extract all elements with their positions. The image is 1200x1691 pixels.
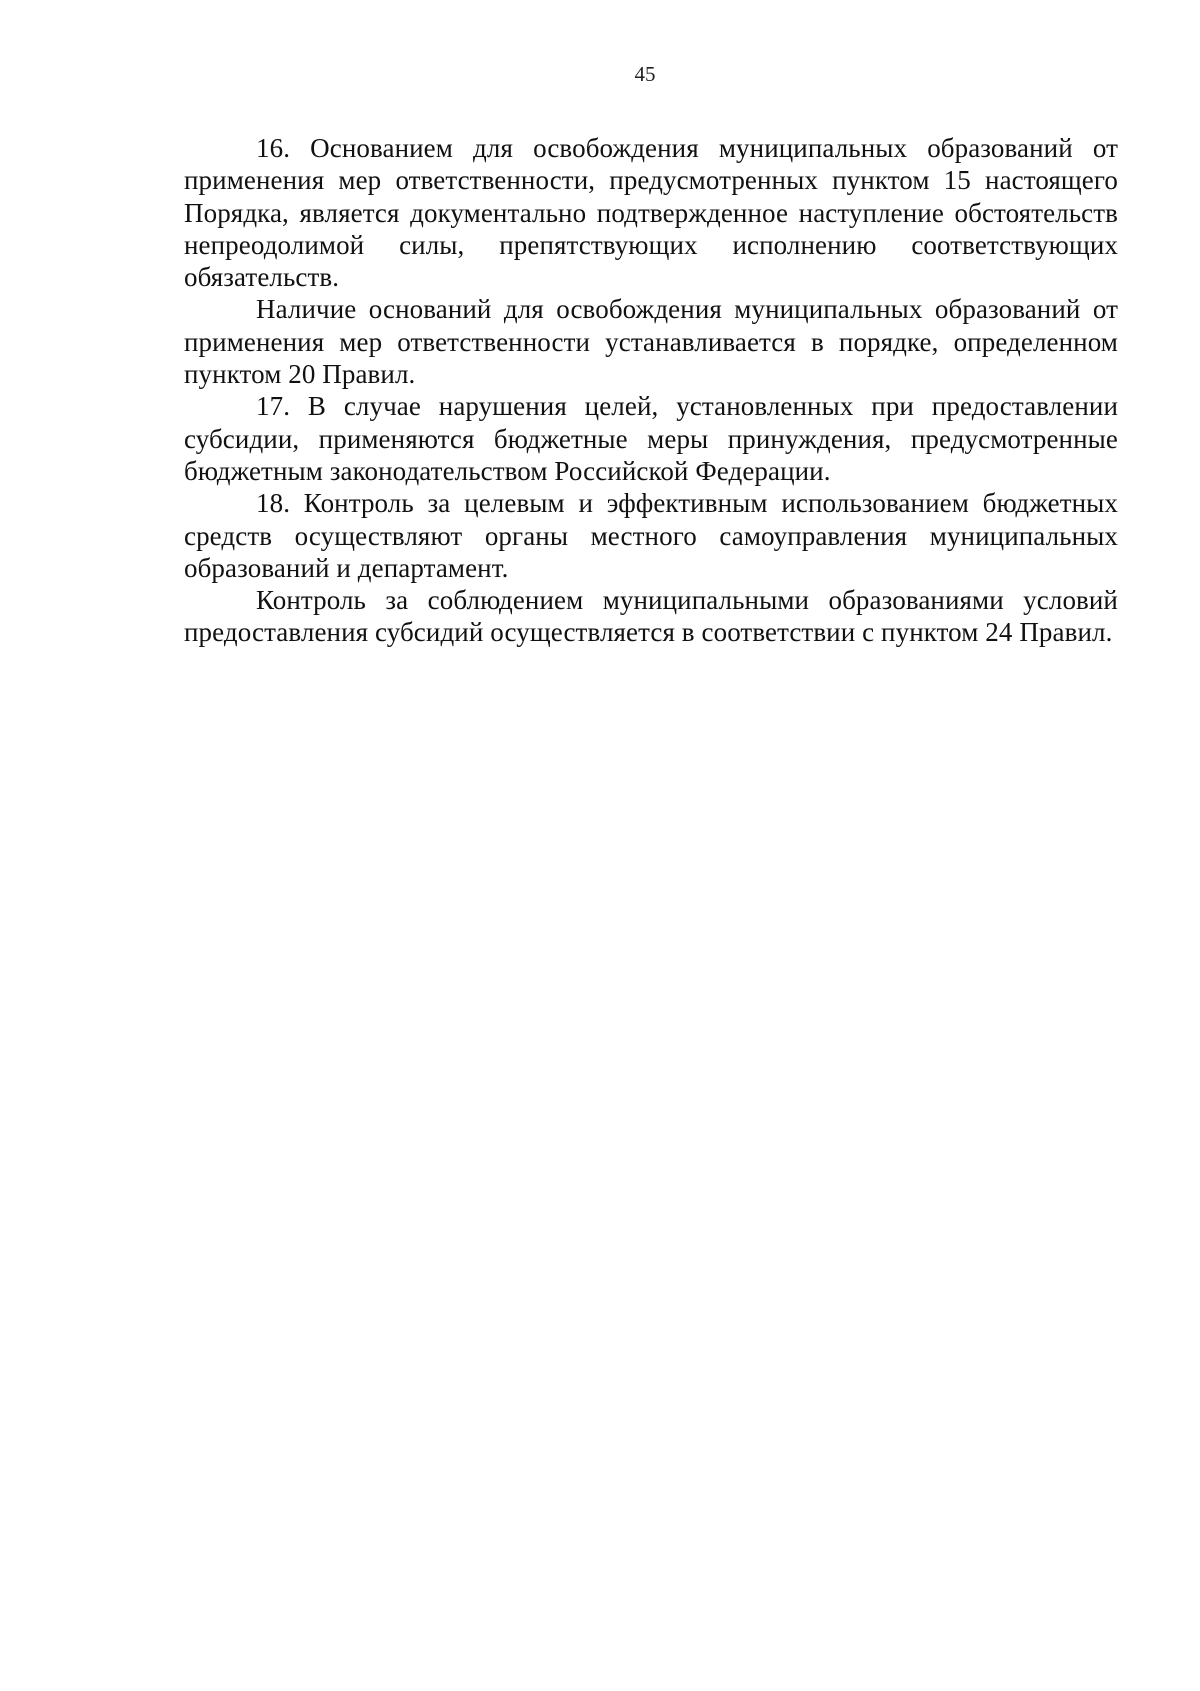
paragraph-18: 18. Контроль за целевым и эффективным использованием бюджетных средств осуществляют органы местного самоуправления муниципальных образований и департамент. [184, 488, 1118, 583]
page-number: 45 [634, 62, 656, 86]
paragraph-16: 16. Основанием для освобождения муниципальных образований от применения мер ответственности, предусмотренных пунктом 15 настоящего Порядка, является документально подтвержденное наступление обстоятельств непреодолимой силы, препятствующих исполнению соответствующих обязательств. [184, 133, 1118, 293]
paragraph-16-grounds: Наличие оснований для освобождения муниципальных образований от применения мер ответственности устанавливается в порядке, определенном пунктом 20 Правил. [184, 294, 1118, 390]
document-body [184, 132, 1118, 649]
paragraph-18-control: Контроль за соблюдением муниципальными образованиями условий предоставления субсидий осуществляется в соответствии с пунктом 24 Правил. [184, 585, 1118, 648]
paragraph-17: 17. В случае нарушения целей, установленных при предоставлении субсидии, применяются бюджетные меры принуждения, предусмотренные бюджетным законодательством Российской Федерации. [184, 391, 1118, 486]
